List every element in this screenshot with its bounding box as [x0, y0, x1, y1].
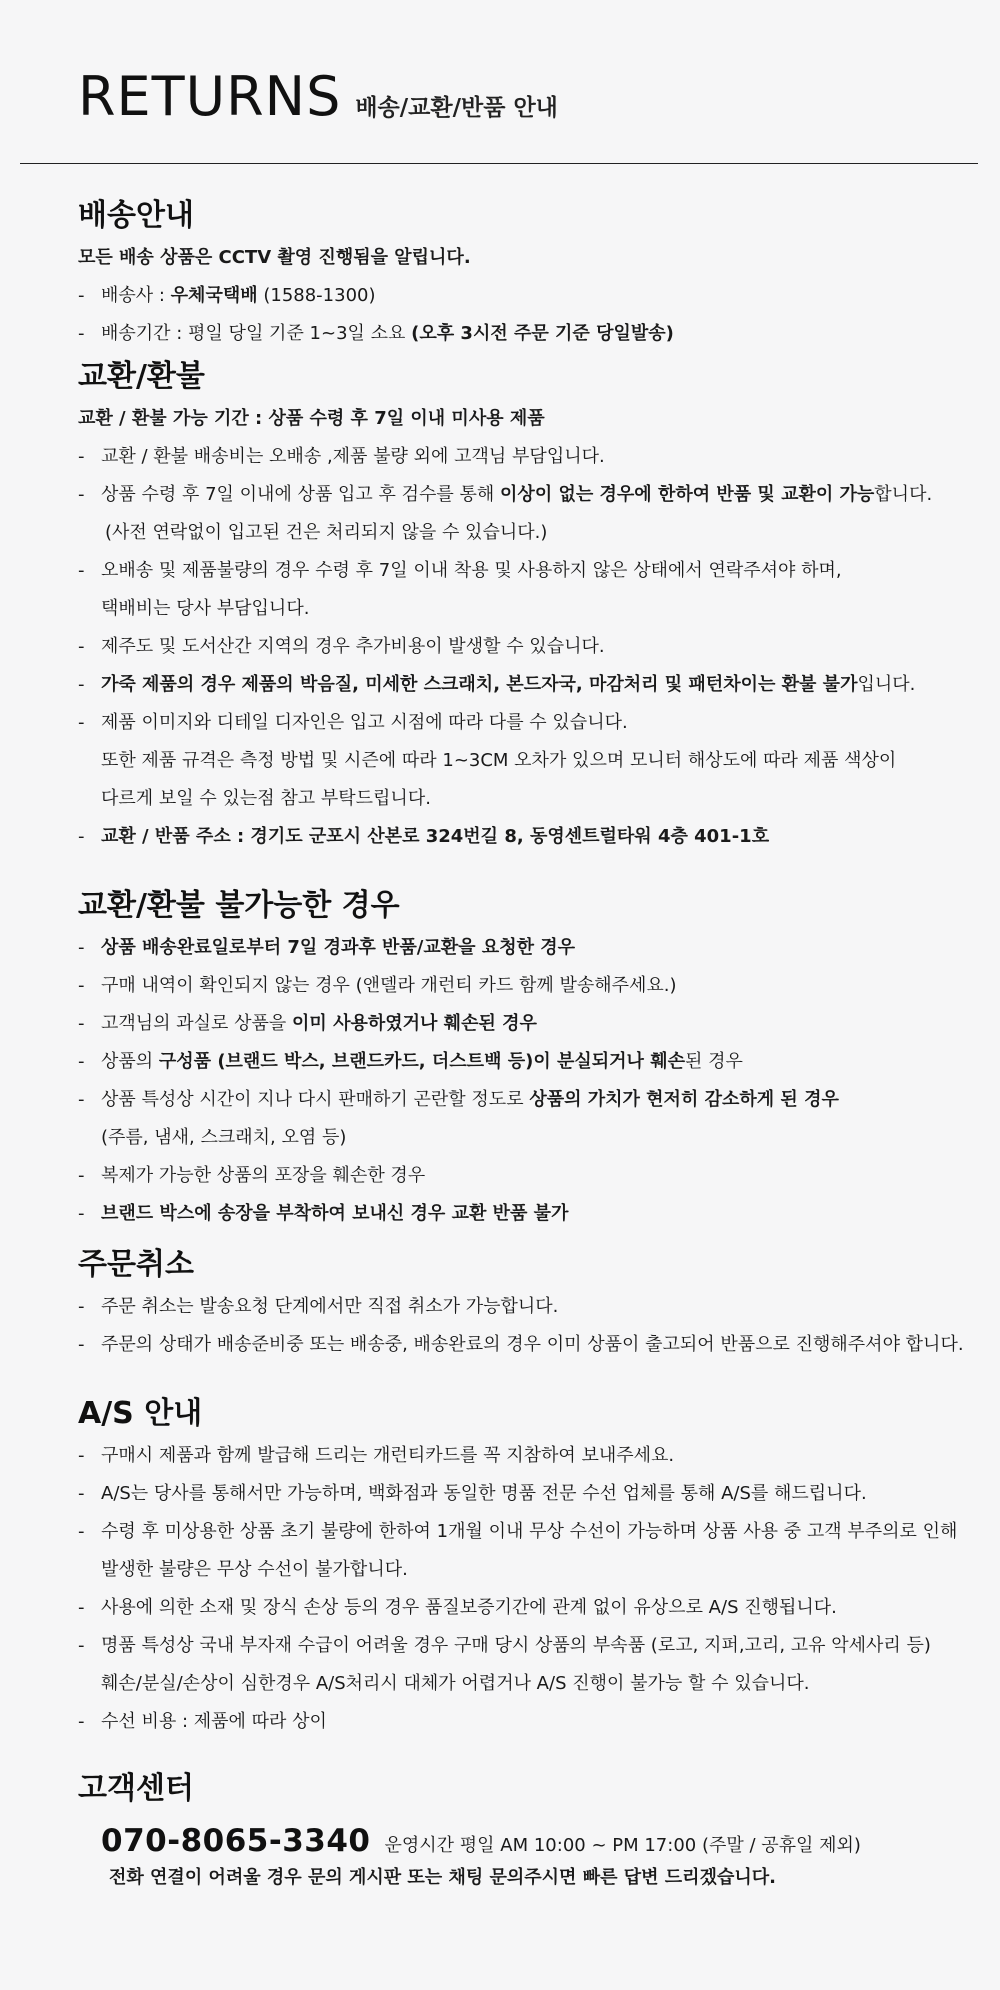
list-item: - A/S는 당사를 통해서만 가능하며, 백화점과 동일한 명품 전문 수선 업체를 통해 A/S를 해드립니다.: [78, 1483, 867, 1504]
list-item: - 제품 이미지와 디테일 디자인은 입고 시점에 따라 다를 수 있습니다.: [78, 712, 628, 733]
header-divider: [20, 163, 978, 164]
content: [78, 196, 964, 1897]
cs-phone-number[interactable]: 070-8065-3340: [101, 1823, 371, 1859]
section-title: A/S 안내: [78, 1396, 203, 1431]
list-item: - 복제가 가능한 상품의 포장을 훼손한 경우: [78, 1165, 426, 1186]
list-item: - 구매 내역이 확인되지 않는 경우 (앤델라 개런티 카드 함께 발송해주세요.): [78, 975, 677, 996]
list-item: - 상품 수령 후 7일 이내에 상품 입고 후 검수를 통해 이상이 없는 경우에 한하여 반품 및 교환이 가능합니다.: [78, 484, 933, 505]
cs-note: 전화 연결이 어려울 경우 문의 게시판 또는 채팅 문의주시면 빠른 답변 드리겠습니다.: [109, 1867, 776, 1888]
list-item: - 수선 비용 : 제품에 따라 상이: [78, 1711, 327, 1732]
list-item: - 주문의 상태가 배송준비중 또는 배송중, 배송완료의 경우 이미 상품이 출고되어 반품으로 진행해주셔야 합니다.: [78, 1334, 964, 1355]
section-title: 주문취소: [78, 1247, 194, 1282]
list-item: - 명품 특성상 국내 부자재 수급이 어려울 경우 구매 당시 상품의 부속품 (로고, 지퍼,고리, 고유 악세사리 등): [78, 1635, 931, 1656]
section-note: 모든 배송 상품은 CCTV 촬영 진행됨을 알립니다.: [78, 247, 471, 268]
list-item: - 수령 후 미상용한 상품 초기 불량에 한하여 1개월 이내 무상 수선이 가능하며 상품 사용 중 고객 부주의로 인해: [78, 1521, 958, 1542]
not-allowed-section: [78, 886, 958, 1233]
list-item: - 오배송 및 제품불량의 경우 수령 후 7일 이내 착용 및 사용하지 않은 상태에서 연락주셔야 하며,: [78, 560, 842, 581]
section-title: 교환/환불 불가능한 경우: [78, 888, 400, 923]
list-item-continued: 다르게 보일 수 있는점 참고 부탁드립니다.: [101, 788, 431, 809]
list-item-continued: (주름, 냄새, 스크래치, 오염 등): [101, 1127, 347, 1148]
list-item: - 교환 / 반품 주소 : 경기도 군포시 산본로 324번길 8, 동영센트럴타워 4층 401-1호: [78, 826, 770, 847]
page-header: [78, 65, 558, 128]
page-subtitle: 배송/교환/반품 안내: [355, 95, 558, 121]
cs-section: [78, 1769, 958, 1897]
list-item: - 교환 / 환불 배송비는 오배송 ,제품 불량 외에 고객님 부담입니다.: [78, 446, 605, 467]
cs-hours: 운영시간 평일 AM 10:00 ~ PM 17:00 (주말 / 공휴일 제외): [384, 1835, 861, 1856]
list-item: - 제주도 및 도서산간 지역의 경우 추가비용이 발생할 수 있습니다.: [78, 636, 605, 657]
section-title: 교환/환불: [78, 359, 205, 394]
list-item-continued: 또한 제품 규격은 측정 방법 및 시즌에 따라 1~3CM 오차가 있으며 모니터 해상도에 따라 제품 색상이: [101, 750, 897, 771]
exchange-section: [78, 357, 958, 856]
list-item-continued: 훼손/분실/손상이 심한경우 A/S처리시 대체가 어렵거나 A/S 진행이 불가능 할 수 있습니다.: [101, 1673, 810, 1694]
shipping-section: [78, 196, 958, 353]
list-item-continued: 발생한 불량은 무상 수선이 불가합니다.: [101, 1559, 408, 1580]
section-title: 고객센터: [78, 1771, 194, 1806]
section-title: 배송안내: [78, 198, 194, 233]
cancel-section: [78, 1245, 964, 1364]
list-item: - 고객님의 과실로 상품을 이미 사용하였거나 훼손된 경우: [78, 1013, 537, 1034]
list-item: - 상품 특성상 시간이 지나 다시 판매하기 곤란할 정도로 상품의 가치가 현저히 감소하게 된 경우: [78, 1089, 839, 1110]
list-item: - 브랜드 박스에 송장을 부착하여 보내신 경우 교환 반품 불가: [78, 1203, 569, 1224]
list-item: - 주문 취소는 발송요청 단계에서만 직접 취소가 가능합니다.: [78, 1296, 559, 1317]
list-item: - 배송사 : 우체국택배 (1588-1300): [78, 285, 376, 306]
list-item: - 배송기간 : 평일 당일 기준 1~3일 소요 (오후 3시전 주문 기준 당일발송): [78, 323, 674, 344]
list-item: - 구매시 제품과 함께 발급해 드리는 개런티카드를 꼭 지참하여 보내주세요.: [78, 1445, 675, 1466]
section-note: 교환 / 환불 가능 기간 : 상품 수령 후 7일 이내 미사용 제품: [78, 408, 545, 429]
cs-phone-line: [78, 1823, 958, 1859]
list-item-continued: (사전 연락없이 입고된 건은 처리되지 않을 수 있습니다.): [105, 522, 548, 543]
as-section: [78, 1394, 958, 1741]
list-item-continued: 택배비는 당사 부담입니다.: [101, 598, 310, 619]
list-item: - 상품의 구성품 (브랜드 박스, 브랜드카드, 더스트백 등)이 분실되거나 훼손된 경우: [78, 1051, 743, 1072]
list-item: - 상품 배송완료일로부터 7일 경과후 반품/교환을 요청한 경우: [78, 937, 576, 958]
list-item: - 가죽 제품의 경우 제품의 박음질, 미세한 스크래치, 본드자국, 마감처리 및 패턴차이는 환불 불가입니다.: [78, 674, 916, 695]
list-item: - 사용에 의한 소재 및 장식 손상 등의 경우 품질보증기간에 관계 없이 유상으로 A/S 진행됩니다.: [78, 1597, 837, 1618]
page-title: RETURNS: [78, 65, 342, 128]
